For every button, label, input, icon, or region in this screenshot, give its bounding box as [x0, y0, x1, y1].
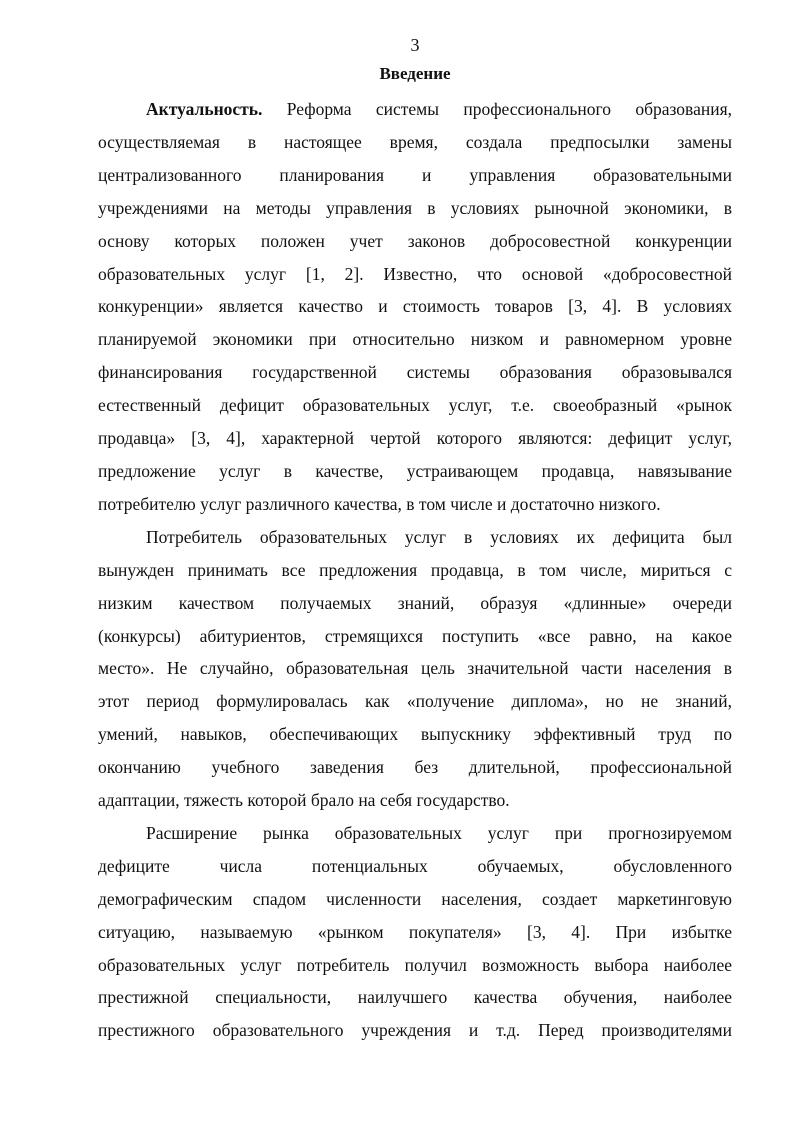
paragraph-line: осуществляемая в настоящее время, создала предпосылки замены: [98, 131, 732, 152]
paragraph-line: продавца» [3, 4], характерной чертой которого являются: дефицит услуг,: [98, 428, 732, 449]
paragraph-line: [98, 93, 732, 126]
paragraph-line: образовательных услуг [1, 2]. Известно, что основой «добросовестной: [98, 263, 732, 284]
paragraph-line: планируемой экономики при относительно низком и равномерном уровне: [98, 329, 732, 350]
section-heading: Введение: [379, 64, 451, 83]
paragraph-line: место». Не случайно, образовательная цель значительной части населения в: [98, 658, 732, 679]
paragraph-line: Потребитель образовательных услуг в условиях их дефицита был: [146, 526, 732, 547]
paragraph-line-text: Реформа системы профессионального образования,: [286, 99, 732, 119]
paragraph-line: конкуренции» является качество и стоимость товаров [3, 4]. В условиях: [98, 296, 732, 317]
paragraph-relevance: [98, 93, 732, 521]
paragraph-line: естественный дефицит образовательных услуг, т.е. своеобразный «рынок: [98, 395, 732, 416]
paragraph-line: основу которых положен учет законов добросовестной конкуренции: [98, 230, 732, 251]
paragraph-line: дефиците числа потенциальных обучаемых, обусловленного: [98, 855, 732, 876]
paragraph-line: (конкурсы) абитуриентов, стремящихся поступить «все равно, на какое: [98, 625, 732, 646]
paragraph-line: централизованного планирования и управления образовательными: [98, 164, 732, 185]
paragraph-line: потребителю услуг различного качества, в том числе и достаточно низкого.: [98, 493, 661, 514]
paragraph-line: финансирования государственной системы образования образовывался: [98, 362, 732, 383]
paragraph-line: престижного образовательного учреждения и т.д. Перед производителями: [98, 1020, 732, 1041]
paragraph-line: Расширение рынка образовательных услуг при прогнозируемом: [146, 822, 732, 843]
paragraph-line: престижной специальности, наилучшего качества обучения, наиболее: [98, 987, 732, 1008]
paragraph-line: ситуацию, называемую «рынком покупателя» [3, 4]. При избытке: [98, 921, 732, 942]
document-body: [98, 93, 732, 1047]
paragraph-line: окончанию учебного заведения без длительной, профессиональной: [98, 757, 732, 778]
paragraph-line: этот период формулировалась как «получение диплома», но не знаний,: [98, 691, 732, 712]
paragraph-line: образовательных услуг потребитель получил возможность выбора наиболее: [98, 954, 732, 975]
paragraph-line: предложение услуг в качестве, устраивающем продавца, навязывание: [98, 460, 732, 481]
paragraph-line: демографическим спадом численности населения, создает маркетинговую: [98, 888, 732, 909]
paragraph-line: учреждениями на методы управления в условиях рыночной экономики, в: [98, 197, 732, 218]
paragraph-market-expansion: [98, 817, 732, 1047]
paragraph-lead: Актуальность.: [146, 99, 263, 119]
paragraph-line: низким качеством получаемых знаний, образуя «длинные» очереди: [98, 592, 732, 613]
paragraph-line: адаптации, тяжесть которой брало на себя государство.: [98, 790, 510, 811]
paragraph-consumer: [98, 521, 732, 817]
paragraph-line: умений, навыков, обеспечивающих выпускнику эффективный труд по: [98, 724, 732, 745]
page-number: 3: [410, 35, 420, 55]
paragraph-line: вынужден принимать все предложения продавца, в том числе, мириться с: [98, 559, 732, 580]
